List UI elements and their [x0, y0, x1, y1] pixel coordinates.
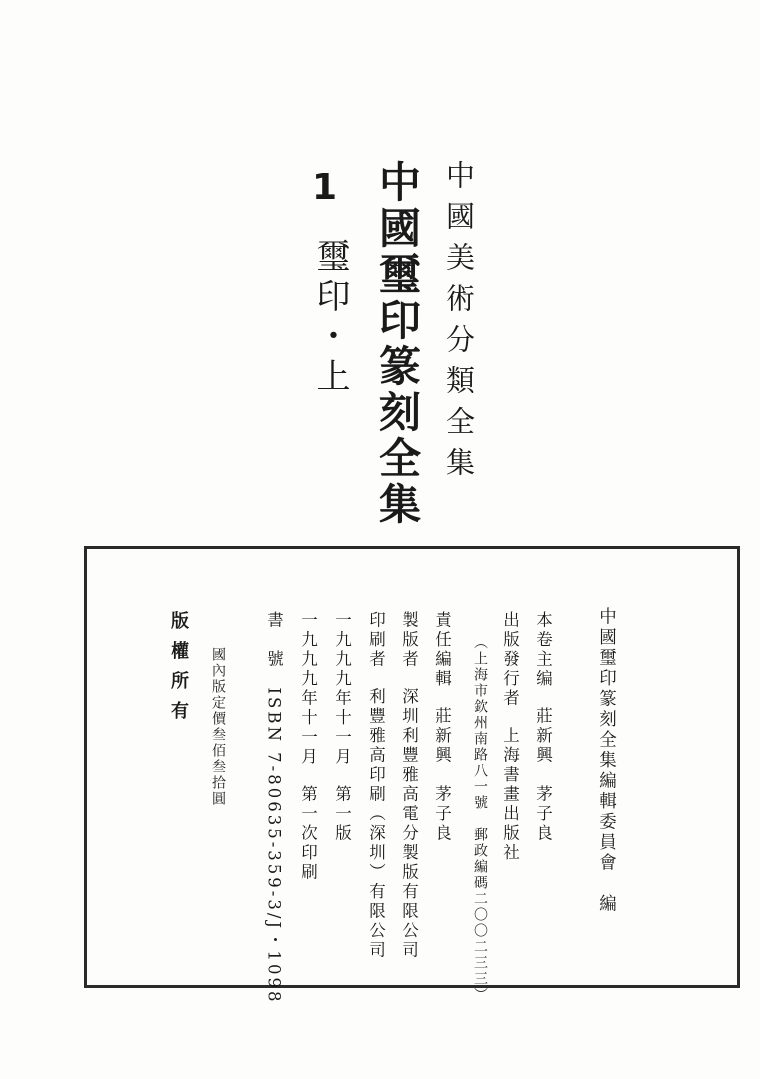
book-number-label: 書 號	[264, 611, 284, 670]
printing-date: 一九九九年十一月	[298, 611, 318, 767]
price-label: 國內版定價	[210, 647, 226, 727]
series-title: 中國美術分類全集	[442, 160, 476, 488]
printer: 利豐雅高印刷（深圳）有限公司	[366, 687, 386, 961]
price-line	[211, 647, 225, 807]
editorial-committee: 中國璽印篆刻全集編輯委員會 編	[596, 607, 617, 915]
book-number-line	[265, 611, 282, 1005]
edition-date: 一九九九年十一月	[332, 611, 352, 767]
publisher-label: 出版發行者	[500, 611, 520, 709]
imprint-box	[84, 546, 740, 1005]
printing: 第一次印刷	[298, 785, 318, 883]
publisher: 上海書畫出版社	[500, 726, 520, 863]
volume-number: 1	[312, 167, 338, 208]
printing-line	[299, 611, 316, 883]
printer-label: 印刷者	[366, 611, 386, 670]
responsible-editor: 莊新興 茅子良	[432, 707, 452, 844]
printer-line	[367, 611, 384, 961]
volume-name: 璽印・上	[310, 238, 350, 398]
responsible-editor-label: 責任編輯	[432, 611, 452, 689]
volume-editors-label: 本卷主编	[533, 611, 553, 689]
publisher-line	[501, 611, 518, 863]
edition-line	[333, 611, 350, 844]
publisher-address: （上海市欽州南路八一號 郵政編碼二〇〇二三三）	[472, 635, 488, 1003]
volume-editors: 莊新興 茅子良	[533, 707, 553, 844]
price: 叁佰叁拾圓	[210, 727, 226, 807]
responsible-editor-line	[433, 611, 450, 844]
plate-maker-line	[400, 611, 417, 961]
main-title: 中國璽印篆刻全集	[373, 160, 422, 528]
plate-maker-label: 製版者	[399, 611, 419, 670]
edition: 第一版	[332, 785, 352, 844]
plate-maker: 深圳利豐雅高電分製版有限公司	[399, 687, 419, 961]
volume-editors-line	[534, 611, 551, 844]
copyright-notice: 版權所有	[168, 611, 189, 731]
book-number: ISBN 7-80635-359-3/J・1098	[264, 687, 284, 1005]
